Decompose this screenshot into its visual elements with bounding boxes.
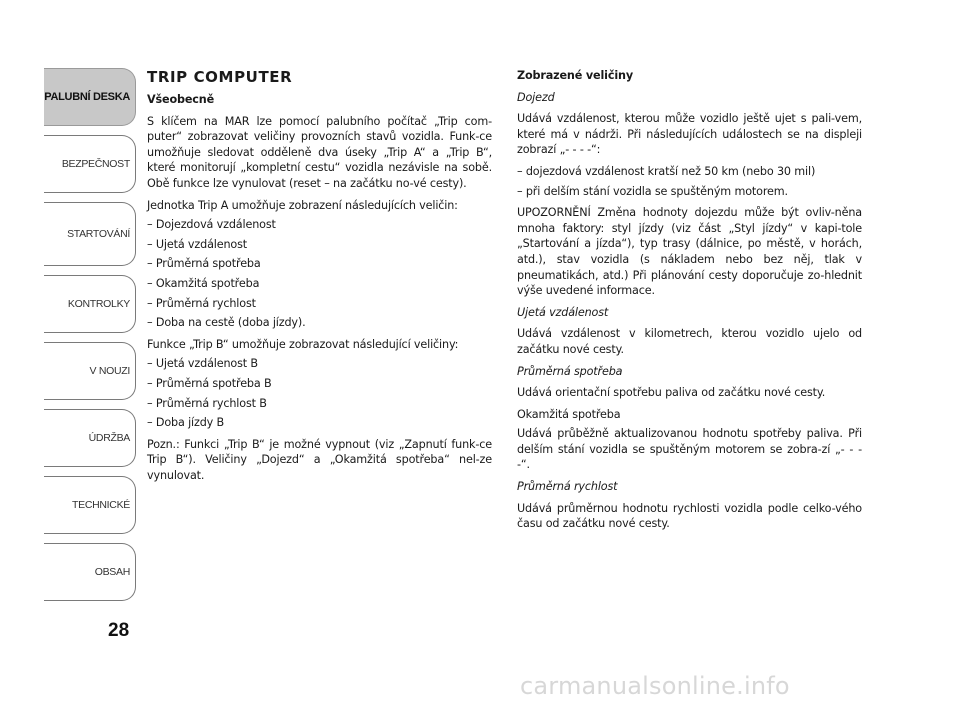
list-item: – Okamžitá spotřeba — [147, 276, 260, 290]
page-number: 28 — [108, 620, 130, 641]
list-item: – Ujetá vzdálenost B — [147, 357, 258, 371]
heading-prumerna-spotreba: Průměrná spotřeba — [517, 364, 623, 378]
tab-label: BEZPEČNOST — [61, 157, 130, 170]
tab-label: PALUBNÍ DESKA — [44, 90, 130, 103]
paragraph-warning: UPOZORNĚNÍ Změna hodnoty dojezdu může být ovliv-něna mnoha faktory: styl jízdy (viz část „Styl jízdy“ v kapi-tole „Startování a jízda“), typ trasy (dálnice, po městě, v horách, atd.), stav vozidla (s nákladem nebo bez něj, tlak v pneumatikách, atd.) Při plánování cesty doporučuje zo-hlednit výše uvedené informace. — [517, 206, 862, 298]
tab-label: OBSAH — [94, 565, 130, 578]
tab-label: TECHNICKÉ — [72, 498, 130, 511]
tab-label: V NOUZI — [89, 364, 130, 377]
heading-prumerna-rychlost: Průměrná rychlost — [517, 480, 618, 494]
heading-okamzita-spotreba: Okamžitá spotřeba — [517, 407, 621, 421]
section-heading: Zobrazené veličiny — [517, 69, 633, 82]
list-item: – Průměrná rychlost B — [147, 396, 267, 410]
watermark: carmanualsonline.info — [520, 672, 790, 700]
paragraph-intro: S klíčem na MAR lze pomocí palubního počítač „Trip com-puter“ zobrazovat veličiny provozních stavů vozidla. Funk-ce umožňuje sledovat odděleně dva úseky „Trip A“ a „Trip B“, které monitorují „kompletní cestu“ vozidla nezávisle na sobě. Obě funkce lze vynulovat (reset – na začátku no-vé cesty). — [147, 114, 492, 190]
subsection-heading: Všeobecně — [147, 93, 215, 106]
list-item: – Průměrná spotřeba — [147, 257, 261, 271]
heading-dojezd: Dojezd — [517, 90, 555, 104]
paragraph-trip-b: Funkce „Trip B“ umožňuje zobrazovat následující veličiny: — [147, 337, 459, 351]
paragraph-prumerna-spotreba: Udává orientační spotřebu paliva od začátku nové cesty. — [517, 386, 826, 400]
left-column — [147, 68, 492, 489]
list-item: – dojezdová vzdálenost kratší než 50 km (nebo 30 mil) — [517, 164, 816, 178]
tab-startovani[interactable] — [44, 202, 136, 266]
tab-label: STARTOVÁNÍ — [67, 227, 130, 240]
list-item: – Průměrná spotřeba B — [147, 376, 272, 390]
list-item: – Doba jízdy B — [147, 416, 225, 430]
tab-palubni-deska[interactable] — [44, 68, 136, 126]
tab-obsah[interactable] — [44, 543, 136, 601]
tab-kontrolky[interactable] — [44, 275, 136, 333]
tab-label: KONTROLKY — [67, 297, 130, 310]
section-title: TRIP COMPUTER — [147, 68, 293, 86]
heading-ujeta-vzdalenost: Ujetá vzdálenost — [517, 305, 609, 319]
list-item: – při delším stání vozidla se spuštěným motorem. — [517, 184, 788, 198]
paragraph-trip-a: Jednotka Trip A umožňuje zobrazení následujících veličin: — [147, 198, 458, 212]
paragraph-dojezd: Udává vzdálenost, kterou může vozidlo ještě ujet s pali-vem, které má v nádrži. Při následujících událostech se na displeji zobrazí „- - - -“: — [517, 112, 862, 157]
tab-bezpecnost[interactable] — [44, 135, 136, 193]
tab-technicke-udaje[interactable] — [44, 476, 136, 534]
tab-label: ÚDRŽBA — [88, 431, 130, 444]
paragraph-prumerna-rychlost: Udává průměrnou hodnotu rychlosti vozidla podle celko-vého času od začátku nové cesty. — [517, 501, 862, 531]
list-trip-a — [147, 217, 492, 331]
paragraph-note: Pozn.: Funkci „Trip B“ je možné vypnout (viz „Zapnutí funk-ce Trip B“). Veličiny „Dojezd“ a „Okamžitá spotřeba“ nel-ze vynulovat. — [147, 437, 492, 482]
list-item: – Doba na cestě (doba jízdy). — [147, 316, 306, 330]
list-item: – Průměrná rychlost — [147, 296, 256, 310]
list-item: – Ujetá vzdálenost — [147, 237, 248, 251]
tab-v-nouzi[interactable] — [44, 342, 136, 400]
paragraph-okamzita-spotreba: Udává průběžně aktualizovanou hodnotu spotřeby paliva. Při delším stání vozidla se spuštěným motorem se zobra-zí „- - - -“. — [517, 427, 862, 472]
list-trip-b — [147, 356, 492, 430]
tab-udrzba[interactable] — [44, 409, 136, 467]
right-column — [517, 68, 862, 538]
chapter-tabs — [44, 68, 136, 610]
paragraph-ujeta-vzdalenost: Udává vzdálenost v kilometrech, kterou vozidlo ujelo od začátku nové cesty. — [517, 327, 862, 356]
list-item: – Dojezdová vzdálenost — [147, 218, 276, 232]
